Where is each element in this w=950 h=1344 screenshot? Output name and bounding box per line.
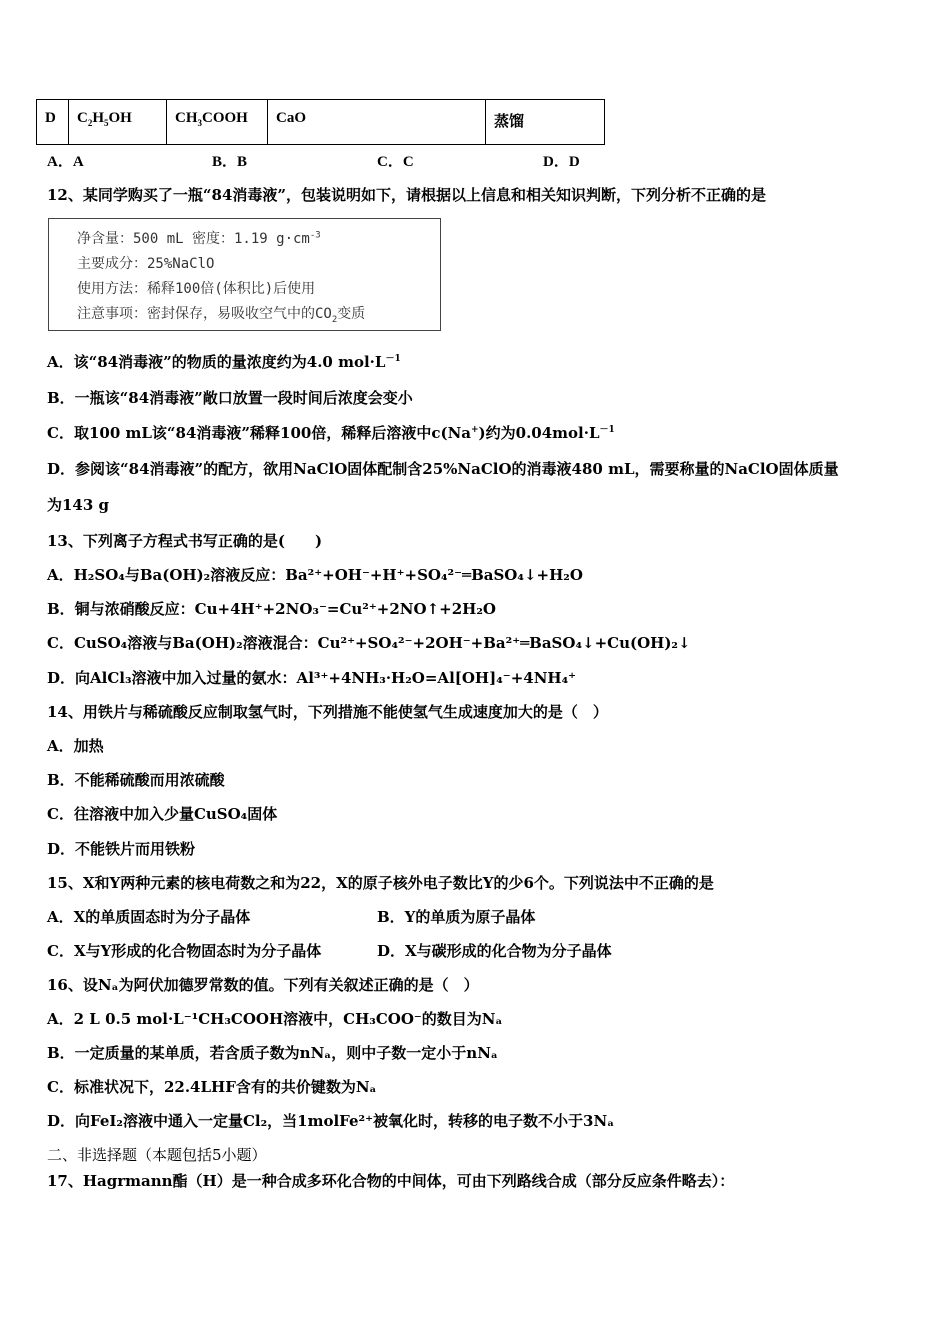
c2h5oh-cell: $C_2H_5OH$ bbox=[69, 100, 167, 145]
choice-c[interactable]: C．C bbox=[377, 154, 414, 170]
choice-d[interactable]: D．D bbox=[543, 154, 580, 170]
product-label-box bbox=[48, 218, 441, 331]
q13-option-d[interactable]: D．向AlCl₃溶液中加入过量的氨水：Al³⁺+4NH₃·H₂O=Al[OH]₄⁻+4NH₄⁺ bbox=[47, 669, 577, 687]
label-line-3: 使用方法：稀释100倍(体积比)后使用 bbox=[77, 281, 316, 297]
q16-option-c[interactable]: C．标准状况下，22.4LHF含有的共价键数为Nₐ bbox=[47, 1078, 377, 1096]
cao-cell: CaO bbox=[268, 100, 486, 145]
q13-option-c[interactable]: C．CuSO₄溶液与Ba(OH)₂溶液混合：Cu²⁺+SO₄²⁻+2OH⁻+Ba²⁺═BaSO₄↓+Cu(OH)₂↓ bbox=[47, 634, 691, 652]
ch3cooh-cell: $CH_3COOH$ bbox=[167, 100, 268, 145]
q16-option-d[interactable]: D．向FeI₂溶液中通入一定量Cl₂，当1molFe²⁺被氧化时，转移的电子数不小于3Nₐ bbox=[47, 1112, 615, 1130]
q15-option-b[interactable]: B．Y的单质为原子晶体 bbox=[377, 908, 536, 926]
q15-option-a[interactable]: A．X的单质固态时为分子晶体 bbox=[47, 908, 251, 926]
q15-option-c[interactable]: C．X与Y形成的化合物固态时为分子晶体 bbox=[47, 942, 322, 960]
q17-stem: 17、Hagrmann酯（H）是一种合成多环化合物的中间体，可由下列路线合成（部分反应条件略去）： bbox=[47, 1172, 735, 1190]
q12-option-d-line2: 为143 g bbox=[47, 496, 110, 514]
q13-stem: 13、下列离子方程式书写正确的是( ) bbox=[47, 532, 323, 550]
q14-stem: 14、用铁片与稀硫酸反应制取氢气时，下列措施不能使氢气生成速度加大的是（ ） bbox=[47, 703, 608, 721]
q14-option-d[interactable]: D．不能铁片而用铁粉 bbox=[47, 840, 196, 858]
label-line-4: 注意事项：密封保存，易吸收空气中的$CO_2$变质 bbox=[77, 306, 366, 325]
method-cell: 蒸馏 bbox=[486, 100, 605, 145]
q16-stem: 16、设Nₐ为阿伏加德罗常数的值。下列有关叙述正确的是（ ） bbox=[47, 976, 479, 994]
q12-option-b[interactable]: B．一瓶该“84消毒液”敞口放置一段时间后浓度会变小 bbox=[47, 389, 413, 407]
q16-option-a[interactable]: A．2 L 0.5 mol·L⁻¹CH₃COOH溶液中，CH₃COO⁻的数目为Nₐ bbox=[47, 1010, 503, 1028]
q12-option-a[interactable]: A．该“84消毒液”的物质的量浓度约为4.0 $mol\cdot L^{-1}$ bbox=[47, 353, 401, 371]
q14-option-c[interactable]: C．往溶液中加入少量CuSO₄固体 bbox=[47, 805, 278, 823]
q14-option-a[interactable]: A．加热 bbox=[47, 737, 104, 755]
q12-option-c[interactable]: C．取100 mL该“84消毒液”稀释100倍，稀释后溶液中c(Na+)约为$0.04mol\cdot L^{-1}$ bbox=[47, 424, 615, 442]
options-table bbox=[36, 99, 605, 145]
q16-option-b[interactable]: B．一定质量的某单质，若含质子数为nNₐ，则中子数一定小于nNₐ bbox=[47, 1044, 498, 1062]
q15-option-d[interactable]: D．X与碳形成的化合物为分子晶体 bbox=[377, 942, 612, 960]
q14-option-b[interactable]: B．不能稀硫酸而用浓硫酸 bbox=[47, 771, 225, 789]
q12-stem: 12、某同学购买了一瓶“84消毒液”，包装说明如下，请根据以上信息和相关知识判断，下列分析不正确的是 bbox=[47, 186, 767, 204]
q12-option-d-line1[interactable]: D．参阅该“84消毒液”的配方，欲用NaClO固体配制含25%NaClO的消毒液480 mL，需要称量的NaClO固体质量 bbox=[47, 460, 839, 478]
choice-b[interactable]: B．B bbox=[212, 154, 248, 170]
choice-a[interactable]: A．A bbox=[47, 154, 84, 170]
label-line-1: 净含量：500 mL 密度：1.19 $g\cdot cm^{-3}$ bbox=[77, 230, 321, 247]
q15-stem: 15、X和Y两种元素的核电荷数之和为22，X的原子核外电子数比Y的少6个。下列说法中不正确的是 bbox=[47, 874, 714, 892]
q13-option-b[interactable]: B．铜与浓硝酸反应：Cu+4H⁺+2NO₃⁻=Cu²⁺+2NO↑+2H₂O bbox=[47, 600, 496, 618]
label-line-2: 主要成分：25%NaClO bbox=[77, 256, 215, 272]
row-label-cell: D bbox=[37, 100, 69, 145]
q13-option-a[interactable]: A．H₂SO₄与Ba(OH)₂溶液反应：Ba²⁺+OH⁻+H⁺+SO₄²⁻═BaSO₄↓+H₂O bbox=[47, 566, 583, 584]
table-row bbox=[37, 100, 605, 145]
section-2-heading: 二、非选择题（本题包括5小题） bbox=[47, 1146, 267, 1164]
